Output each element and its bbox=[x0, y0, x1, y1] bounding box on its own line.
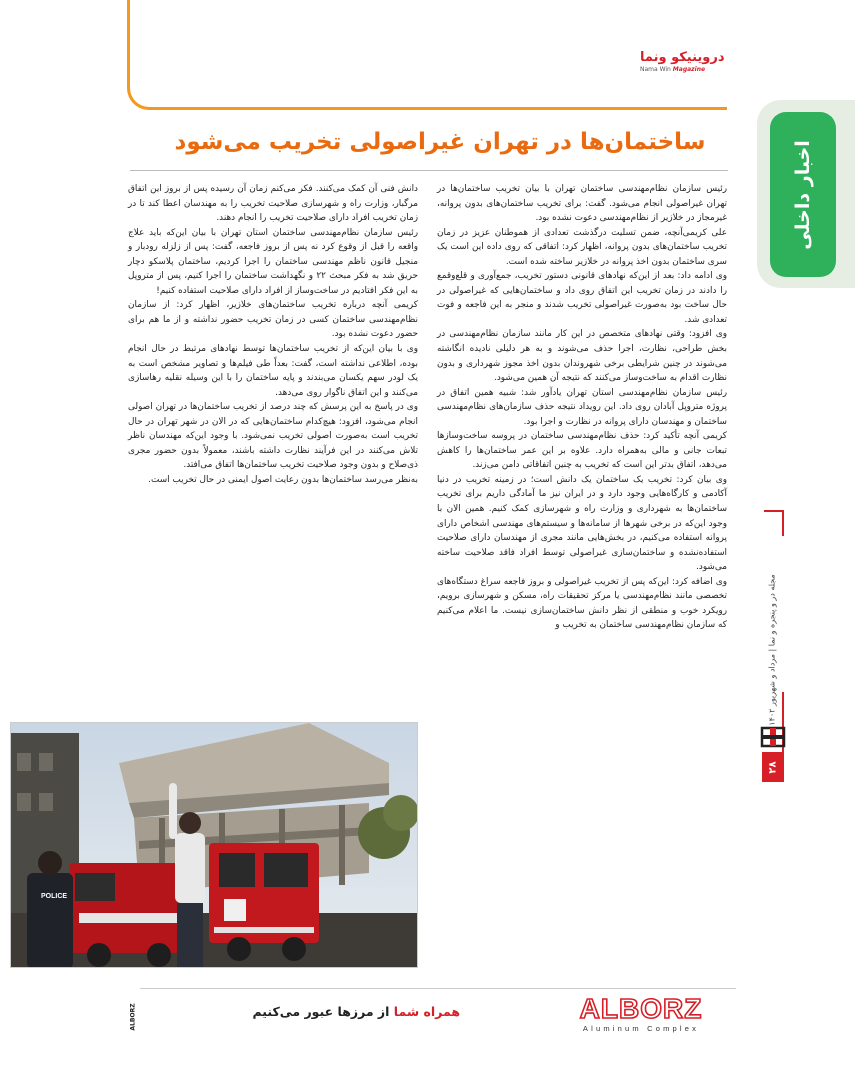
alborz-ad-logo bbox=[552, 994, 730, 1040]
slogan-rest: از مرزها عبور می‌کنیم bbox=[252, 1004, 390, 1019]
paragraph: وی بیان کرد: تخریب یک ساختمان یک دانش است؛ در زمینه تخریب در دنیا آکادمی و کارگاه‌هایی وجود دارد و در ایران نیز ما آمادگی داریم برای تخریب ساختمان‌ها به شهرداری و وزارت راه و شهرسازی کمک کنیم. همین الان با وجود این‌که در برخی شهرها از سامانه‌ها و سیستم‌های مهندسی اشخاص دارای پروانه استفاده می‌کنیم، در بخش‌هایی مانند مجری از مهندسان دارای صلاحیت استفاده‌نشده و ساختمان‌سازی غیراصولی توسط افراد فاقد صلاحیت ساخته می‌شود. bbox=[437, 474, 727, 573]
article-photo bbox=[10, 722, 418, 968]
paragraph: رئیس سازمان نظام‌مهندسی استان تهران یادآور شد: شبیه همین اتفاق در پروژه متروپل آبادان روی داد. این رویداد نتیجه حذف سازمان‌های نظام‌مهندسی ساختمان و مهندسان دارای پروانه در نظارت و اجرا بود. bbox=[437, 387, 727, 427]
paragraph: دانش فنی آن کمک می‌کنند. فکر می‌کنم زمان آن رسیده پس از بروز این اتفاق مرگبار، وزارت راه و شهرسازی صلاحیت تخریب را به مهندسان اعطا کند تا در زمان تخریب افراد دارای صلاحیت تخریب را انجام دهند. bbox=[128, 184, 418, 224]
article-column-right bbox=[437, 182, 727, 633]
section-label: اخبار داخلی bbox=[792, 139, 814, 250]
logo-sub-magazine: Magazine bbox=[672, 66, 706, 73]
footer-slogan bbox=[240, 1004, 460, 1019]
article-column-left bbox=[128, 182, 418, 487]
paragraph: به‌نظر می‌رسد ساختمان‌ها بدون رعایت اصول ایمنی در حال تخریب است. bbox=[148, 474, 418, 485]
logo-subtitle bbox=[640, 66, 732, 73]
paragraph: وی اضافه کرد: این‌که پس از تخریب غیراصولی و بروز فاجعه سراغ دستگاه‌های تخصصی مانند نظام‌مهندسی یا مرکز تحقیقات راه، مسکن و شهرسازی برویم، رویکرد خوب و منطقی از نظر دانش ساختمان‌سازی نیست. ما اعلام می‌کنیم که سازمان نظام‌مهندسی ساختمان به تخریب و bbox=[437, 576, 727, 631]
magazine-info: مجله در و پنجره و نما | مرداد و شهریور ۱۴۰۲ bbox=[767, 574, 777, 726]
paragraph: علی کریمی‌آنچه، ضمن تسلیت درگذشت تعدادی از هموطنان عزیز در زمان تخریب ساختمان‌های بدون پروانه، اظهار کرد: اتفاقی که روی داده این است یک سری ساختمان بدون اخذ پروانه در خلازیر ساخته شده است. bbox=[437, 227, 727, 267]
paragraph: کریمی آنچه درباره تخریب ساختمان‌های خلازیر، اظهار کرد: از سازمان نظام‌مهندسی ساختمان کسی در زمان تخریب حضور نداشته و از ما هم برای حضور دعوت نشده بود. bbox=[128, 300, 418, 340]
footer-brand-text: ALBORZ bbox=[129, 1003, 137, 1031]
alborz-subtitle: Aluminum Complex bbox=[582, 1024, 700, 1033]
section-tab-inner bbox=[770, 112, 836, 277]
page-number bbox=[762, 752, 784, 782]
footer-brand-vertical bbox=[128, 996, 138, 1038]
footer-divider bbox=[140, 988, 736, 989]
logo-sub-prefix: Nama Win bbox=[640, 66, 671, 73]
title-divider bbox=[130, 170, 728, 171]
logo-name: دروینیکو ونما bbox=[640, 50, 725, 65]
paragraph: رئیس سازمان نظام‌مهندسی ساختمان تهران با بیان تخریب ساختمان‌ها در تهران غیراصولی انجام می‌شود. گفت: برای تخریب ساختمان‌های بدون پروانه، غیرمجاز در خلازیر از نظام‌مهندسی دعوت نشده بود. bbox=[437, 184, 727, 224]
page-number-text: ۲۸ bbox=[767, 760, 779, 774]
police-label: POLICE bbox=[41, 893, 68, 900]
section-tab bbox=[757, 100, 855, 288]
paragraph: وی افزود: وقتی نهادهای متخصص در این کار مانند سازمان نظام‌مهندسی در بخش طراحی، نظارت، اجرا حذف می‌شوند و به هر دلیلی نادیده انگاشته می‌شوند در چنین شرایطی برخی شهروندان بدون اخذ مجوز شهرداری و بدون نظارت اقدام به ساخت‌وساز می‌کنند که نتیجه آن همین می‌شود. bbox=[437, 329, 727, 384]
paragraph: وی ادامه داد: بعد از این‌که نهادهای قانونی دستور تخریب، جمع‌آوری و قلع‌وقمع را دادند در زمان تخریب این اتفاق روی داد و ساختمان‌هایی که غیراصولی در حال ساخت بود به‌صورت غیراصولی تخریب شدند و منجر به این فاجعه و فوت تعدادی شد. bbox=[437, 271, 727, 325]
magazine-logo bbox=[640, 50, 732, 80]
window-frame-icon bbox=[760, 724, 786, 750]
paragraph: وی با بیان این‌که از تخریب ساختمان‌ها توسط نهادهای مرتبط در حال انجام بوده، اطلاعی نداشته است، گفت: بعداً طی فیلم‌ها و تصاویر مشخص است به یک لودر سهم یکسان می‌بندند و پایه ساختمان را با این وسیله نقلیه رهاسازی می‌کنند و این اتفاق ناگوار روی می‌دهد. bbox=[128, 344, 418, 398]
slogan-accent: همراه شما bbox=[393, 1004, 460, 1019]
article-title: ساختمان‌ها در تهران غیراصولی تخریب می‌شود bbox=[174, 129, 706, 155]
paragraph: وی در پاسخ به این پرسش که چند درصد از تخریب ساختمان‌ها در تهران اصولی انجام می‌شود، افزود: هیچ‌کدام ساختمان‌هایی که در الان در شهر تهران در حال تخریب است به‌صورت اصولی تخریب نمی‌شود. با وجود این‌که مهندسان ناظر تلاش می‌کنند در این فرآیند نظارت داشته باشند، معمولاً بدون حضور مجری ذی‌صلاح و بدون وجود صلاحیت تخریب ساختمان‌ها اتفاق می‌افتد. bbox=[128, 402, 418, 471]
alborz-wordmark: ALBORZ bbox=[579, 993, 703, 1024]
paragraph: کریمی آنچه تأکید کرد: حذف نظام‌مهندسی ساختمان در پروسه ساخت‌وسازها تبعات جانی و مالی به‌همراه دارد. علاوه بر این عمر ساختمان‌ها را کاهش می‌دهد، اتفاق بدتر این است که تخریب به چنین اتفاقاتی دامن می‌زند. bbox=[437, 431, 727, 471]
header-frame bbox=[127, 0, 727, 110]
paragraph: رئیس سازمان نظام‌مهندسی ساختمان استان تهران با بیان این‌که باید علاج واقعه را قبل از وقوع کرد نه پس از بروز فاجعه، گفت: پس از زلزله رودبار و منجیل قانون ناظم مهندسی ساختمان را اجرا کردیم، ساختمان پلاسکو دچار حریق شد به فکر مبحث ۲۲ و نگهداشت ساختمان را اجرا کنیم، پس از متروپل به این فکر افتادیم در ساخت‌وساز از افراد دارای صلاحیت استفاده کنیم! bbox=[128, 227, 418, 296]
